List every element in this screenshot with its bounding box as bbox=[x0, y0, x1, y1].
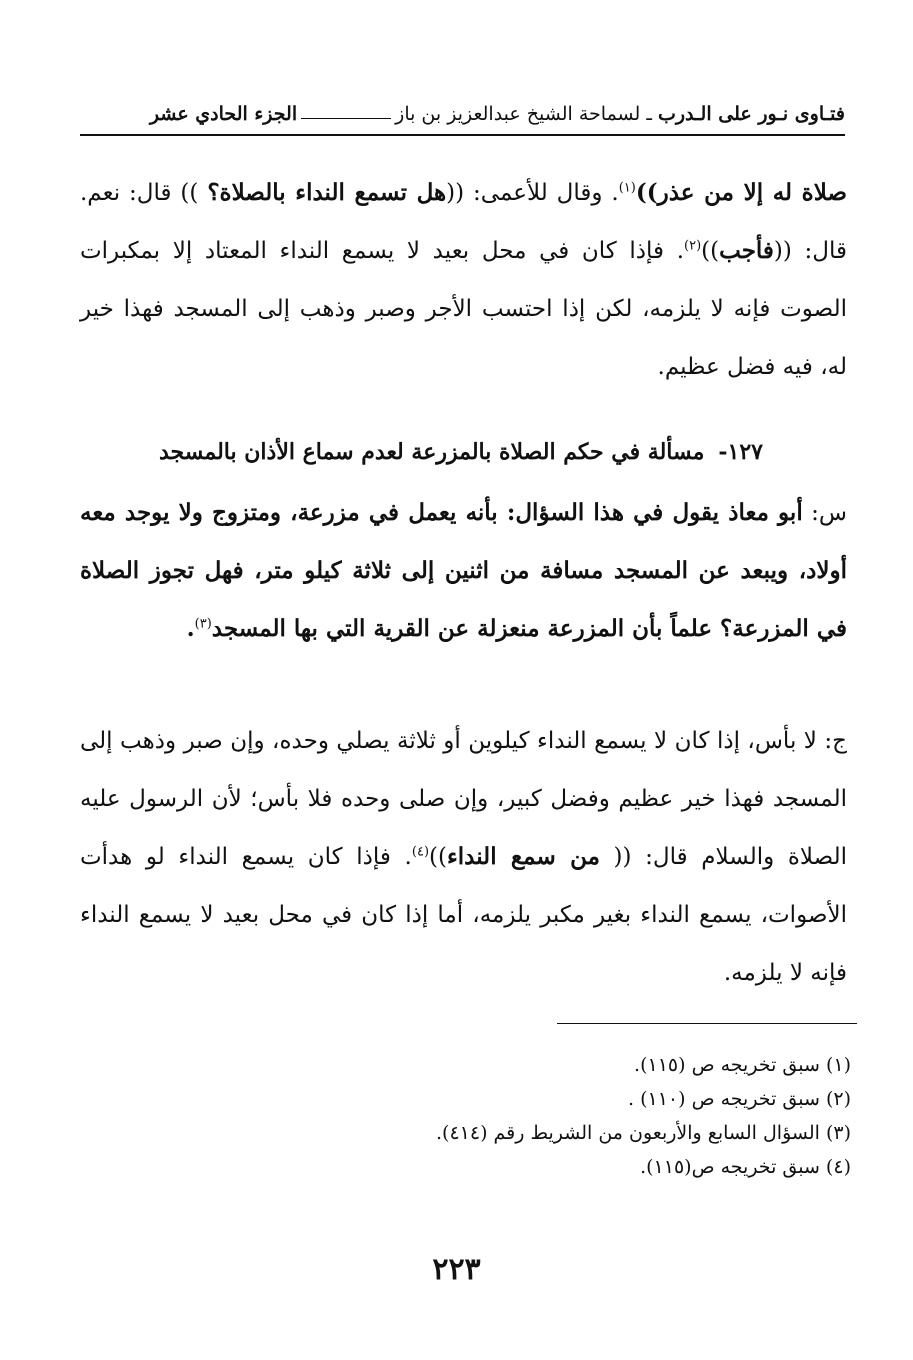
answer-text: . فإذا كان يسمع النداء لو هدأت الأصوات، يسمع النداء بغير مكبر يلزمه، أما إذا كان في محل بعيد لا يسمع النداء فإنه لا يلزمه. bbox=[80, 844, 847, 986]
footnote-divider bbox=[557, 1023, 857, 1024]
author-name: لسماحة الشيخ عبدالعزيز بن باز bbox=[395, 103, 641, 125]
page-number: ٢٢٣ bbox=[432, 1252, 481, 1287]
book-title: فتـاوى نـور على الـدرب bbox=[657, 103, 845, 125]
question-end: . bbox=[186, 615, 195, 642]
hadith-text: من سمع النداء bbox=[446, 843, 600, 870]
running-header: فتـاوى نـور على الـدرب ـ لسماحة الشيخ عبدالعزيز بن باز الجزء الحادي عشر bbox=[80, 98, 845, 130]
heading-title: مسألة في حكم الصلاة بالمزرعة لعدم سماع الأذان بالمسجد bbox=[158, 439, 705, 465]
footnote-ref-1: (١) bbox=[618, 180, 636, 196]
hadith-text: صلاة له إلا من عذر)) bbox=[635, 179, 847, 206]
footnote-1: (١) سبق تخريجه ص (١١٥). bbox=[634, 1054, 851, 1076]
footnotes bbox=[80, 1048, 851, 1184]
footnote-ref-4: (٤) bbox=[411, 844, 430, 860]
hadith-text: هل تسمع النداء بالصلاة؟ bbox=[207, 179, 447, 206]
answer-text: )) bbox=[429, 844, 447, 870]
paragraph-text: )) قال: نعم. قال: (( bbox=[80, 180, 847, 264]
question-label: س: bbox=[802, 500, 847, 526]
footnote-3: (٣) السؤال السابع والأربعون من الشريط رقم (٤١٤). bbox=[436, 1122, 851, 1144]
footnote-ref-2: (٢) bbox=[684, 238, 702, 254]
footnote-2: (٢) سبق تخريجه ص (١١٠) . bbox=[628, 1088, 851, 1110]
answer-paragraph bbox=[80, 712, 847, 1002]
header-dash-rule bbox=[301, 118, 391, 119]
footnote-ref-3: (٣) bbox=[194, 616, 212, 632]
paragraph-text: . وقال للأعمى: (( bbox=[446, 180, 619, 206]
paragraph-text: . فإذا كان في محل بعيد لا يسمع النداء المعتاد إلا بمكبرات الصوت فإنه لا يلزمه، لكن إذا احتسب الأجر وصبر وذهب إلى المسجد فهذا خير له، فيه فضل عظيم. bbox=[80, 238, 847, 380]
volume-label: الجزء الحادي عشر bbox=[149, 103, 298, 125]
footnote-4: (٤) سبق تخريجه ص(١١٥). bbox=[640, 1156, 851, 1178]
hadith-text: فأجب bbox=[719, 237, 774, 264]
question-paragraph bbox=[80, 484, 847, 658]
question-number: ١٢٧- bbox=[718, 439, 763, 465]
header-divider bbox=[80, 134, 845, 136]
question-text: أبو معاذ يقول في هذا السؤال: بأنه يعمل في مزرعة، ومتزوج ولا يوجد معه أولاد، ويبعد عن المسجد مسافة من اثنين إلى ثلاثة كيلو متر، فهل تجوز الصلاة في المزرعة؟ علماً بأن المزرعة منعزلة عن القرية التي بها المسجد bbox=[80, 499, 847, 642]
section-heading bbox=[150, 432, 763, 472]
paragraph-continuation bbox=[80, 164, 847, 396]
paragraph-text: )) bbox=[701, 238, 720, 264]
answer-text: ج: لا بأس، إذا كان لا يسمع النداء كيلوين أو ثلاثة يصلي وحده، وإن صبر وذهب إلى المسجد فهذا خير عظيم وفضل كبير، وإن صلى وحده فلا بأس؛ لأن الرسول عليه الصلاة والسلام قال: (( bbox=[80, 728, 847, 870]
